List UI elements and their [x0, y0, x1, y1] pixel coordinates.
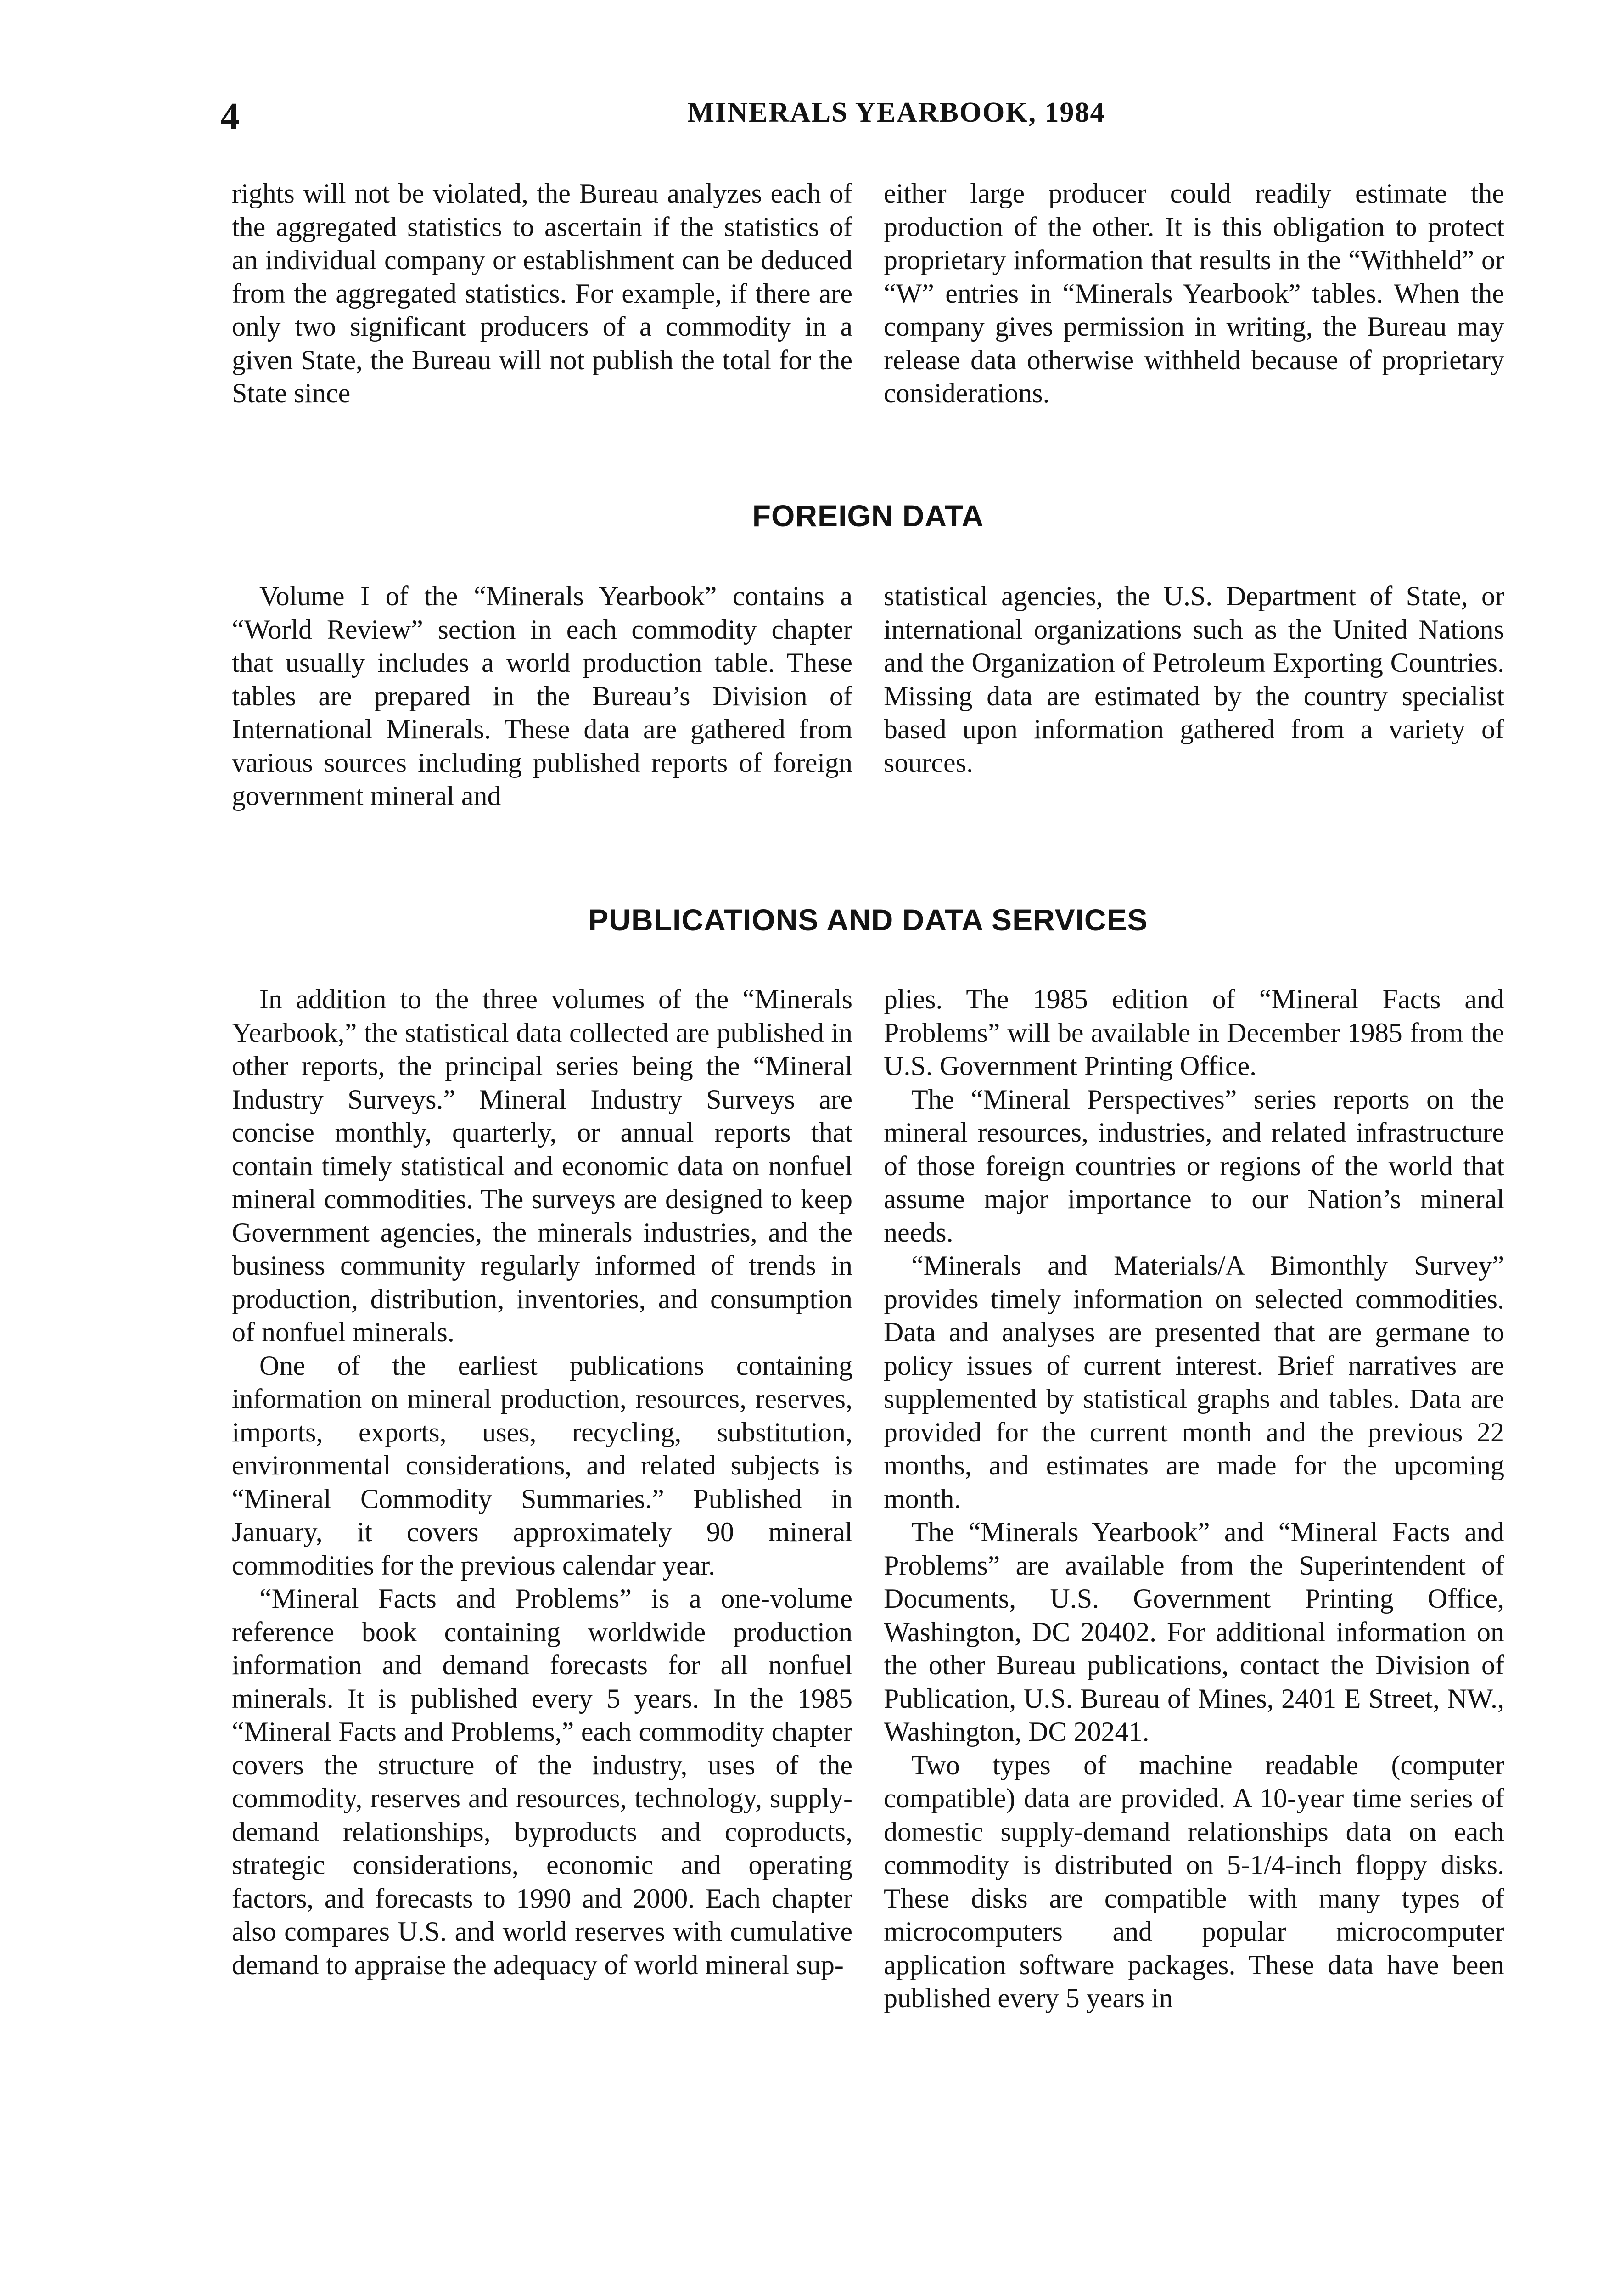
- publications-left-column: [232, 983, 852, 1981]
- paragraph: One of the earliest publications containing information on mineral production, resources, reserves, imports, exports, uses, recycling, substitution, environmental considerations, and related subjects is “Mineral Commodity Summaries.” Published in January, it covers approximately 90 mineral commodities for the previous calendar year.: [232, 1350, 852, 1581]
- running-title: MINERALS YEARBOOK, 1984: [687, 97, 1105, 128]
- publications-right-column: [884, 983, 1504, 2015]
- paragraph: statistical agencies, the U.S. Department of State, or international organizations such as the United Nations and the Organization of Petroleum Exporting Countries. Missing data are estimated by the country specialist based upon information gathered from a variety of sources.: [884, 581, 1504, 778]
- paragraph: In addition to the three volumes of the “Minerals Yearbook,” the statistical data collected are published in other reports, the principal series being the “Mineral Industry Surveys.” Mineral Industry Surveys are concise monthly, quarterly, or annual reports that contain timely statistical and economic data on nonfuel mineral commodities. The surveys are designed to keep Government agencies, the minerals industries, and the business community regularly informed of trends in production, distribution, inventories, and consumption of nonfuel minerals.: [232, 984, 852, 1347]
- paragraph: The “Mineral Perspectives” series reports on the mineral resources, industries, and related infrastructure of those foreign countries or regions of the world that assume major importance to our Nation’s mineral needs.: [884, 1084, 1504, 1248]
- foreign-data-left-column: [232, 580, 852, 813]
- intro-left-column: [232, 177, 852, 410]
- paragraph: The “Minerals Yearbook” and “Mineral Facts and Problems” are available from the Superintendent of Documents, U.S. Government Printing Office, Washington, DC 20402. For additional information on the other Bureau publications, contact the Division of Publication, U.S. Bureau of Mines, 2401 E Street, NW., Washington, DC 20241.: [884, 1517, 1504, 1747]
- paragraph: rights will not be violated, the Bureau analyzes each of the aggregated statistics to ascertain if the statistics of an individual company or establishment can be deduced from the aggregated statistics. For example, if there are only two significant producers of a commodity in a given State, the Bureau will not publish the total for the State since: [232, 178, 852, 408]
- paragraph: “Mineral Facts and Problems” is a one-volume reference book containing worldwide production information and demand forecasts for all nonfuel minerals. It is published every 5 years. In the 1985 “Mineral Facts and Problems,” each commodity chapter covers the structure of the industry, uses of the commodity, reserves and resources, technology, supply-demand relationships, byproducts and coproducts, strategic considerations, economic and operating factors, and forecasts to 1990 and 2000. Each chapter also compares U.S. and world reserves with cumulative demand to appraise the adequacy of world mineral sup-: [232, 1583, 852, 1980]
- intro-right-column: [884, 177, 1504, 410]
- paragraph: Two types of machine readable (computer compatible) data are provided. A 10-year time series of domestic supply-demand relationships data on each commodity is distributed on 5-1/4-inch floppy disks. These disks are compatible with many types of microcomputers and popular microcomputer application software packages. These data have been published every 5 years in: [884, 1750, 1504, 2013]
- paragraph: either large producer could readily estimate the production of the other. It is this obligation to protect proprietary information that results in the “Withheld” or “W” entries in “Minerals Yearbook” tables. When the company gives permission in writing, the Bureau may release data otherwise withheld because of proprietary considerations.: [884, 178, 1504, 408]
- section-heading-foreign-data: FOREIGN DATA: [752, 499, 984, 533]
- page-number: 4: [220, 95, 240, 138]
- section-heading-publications: PUBLICATIONS AND DATA SERVICES: [588, 903, 1148, 937]
- paragraph: “Minerals and Materials/A Bimonthly Survey” provides timely information on selected commodities. Data and analyses are presented that are germane to policy issues of current interest. Brief narratives are supplemented by statistical graphs and tables. Data are provided for the current month and the previous 22 months, and estimates are made for the upcoming month.: [884, 1250, 1504, 1514]
- paragraph: Volume I of the “Minerals Yearbook” contains a “World Review” section in each commodity chapter that usually includes a world production table. These tables are prepared in the Bureau’s Division of International Minerals. These data are gathered from various sources including published reports of foreign government mineral and: [232, 581, 852, 811]
- foreign-data-right-column: [884, 580, 1504, 779]
- paragraph: plies. The 1985 edition of “Mineral Facts and Problems” will be available in December 1985 from the U.S. Government Printing Office.: [884, 984, 1504, 1081]
